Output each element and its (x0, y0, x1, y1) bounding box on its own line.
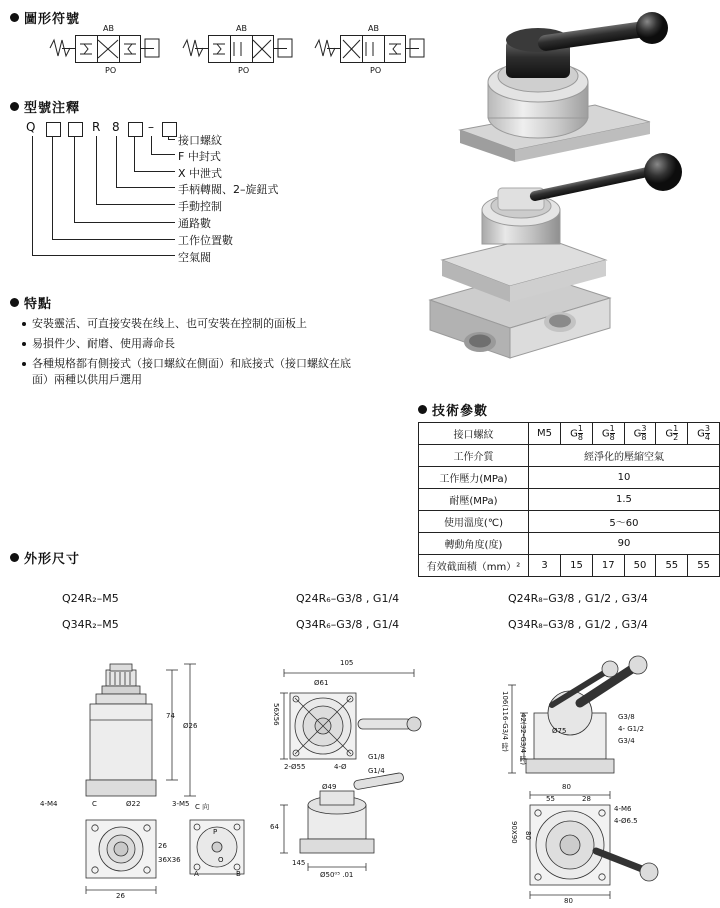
table-row (419, 533, 720, 555)
dim-label: Ø22 (126, 800, 141, 808)
model-code-legend-6: 工作位置數 (178, 234, 233, 247)
dim-label: 2-Ø55 (284, 763, 306, 771)
spring-icon (181, 35, 207, 61)
model-code-field-2 (68, 122, 83, 137)
model-code-field-3: R (92, 120, 101, 134)
dim-label: G3/4 (618, 737, 635, 745)
feature-item: 易損件少、耐磨、使用壽命長 (22, 336, 352, 352)
model-code-field-7 (162, 122, 177, 137)
row-value: 15 (561, 555, 593, 577)
photo-bottom-valve (430, 153, 682, 358)
row-value: 50 (624, 555, 656, 577)
row-value: 5～60 (528, 511, 719, 533)
feature-item: 安裝靈活、可直接安裝在线上、也可安裝在控制的面板上 (22, 316, 352, 332)
drawing-svg-1 (40, 660, 250, 900)
section-heading-model-code: 型號注釋 (10, 97, 80, 116)
table-row (419, 445, 720, 467)
table-row (419, 555, 720, 577)
dim-label: 74 (166, 712, 175, 720)
model-code-field-1 (46, 122, 61, 137)
end-cap-icon (143, 35, 165, 61)
cell-thread-5: G $\frac{1}{2}$ (656, 423, 688, 445)
symbol-body (208, 35, 274, 63)
row-label: 耐壓(MPa) (419, 489, 529, 511)
model-code-field-0: Q (26, 120, 36, 134)
dimension-drawing-3 (492, 655, 712, 905)
dimension-group-title-1a: Q24R₂–M5 (62, 592, 119, 605)
table-row (419, 511, 720, 533)
symbol-glyph-icon (209, 36, 273, 62)
model-code-field-5 (128, 122, 143, 137)
dim-label: 64 (270, 823, 279, 831)
cell-thread-2: G $\frac{1}{8}$ (561, 423, 593, 445)
row-value: 3 (528, 555, 560, 577)
dim-label: 28 (582, 795, 591, 803)
bullet-icon (418, 405, 427, 414)
dim-label: C (92, 800, 97, 808)
model-code-field-4: 8 (112, 120, 120, 134)
dim-label: 80 (562, 783, 571, 791)
dimension-drawing-1 (40, 660, 250, 900)
bullet-icon (10, 102, 19, 111)
section-heading-tech-params: 技術參數 (418, 400, 488, 419)
product-photos (420, 10, 710, 370)
dim-label: 4-Ø6.5 (614, 817, 638, 825)
model-code-legend-4: 手動控制 (178, 200, 222, 213)
photo-top-valve (460, 12, 668, 162)
dim-label: B (236, 870, 241, 878)
model-code-diagram (14, 120, 364, 270)
row-label: 有效截面積（mm）² (419, 555, 529, 577)
dim-label: Ø50⁰⁵ .01 (320, 871, 354, 879)
row-value: 55 (656, 555, 688, 577)
section-heading-symbols: 圖形符號 (10, 8, 80, 27)
row-value: 經淨化的壓縮空氣 (528, 445, 719, 467)
row-label: 轉動角度(度) (419, 533, 529, 555)
symbol-label-po: PO (105, 66, 117, 75)
cell-thread-1: M5 (528, 423, 560, 445)
dim-label: G1/8 (368, 753, 385, 761)
row-label: 接口螺紋 (419, 423, 529, 445)
model-code-field-6: – (148, 120, 154, 134)
spring-icon (313, 35, 339, 61)
dim-label: G1/4 (368, 767, 385, 775)
dimension-drawing-2 (262, 655, 462, 900)
dim-label: 42(32-G3/4 時) (519, 713, 527, 765)
row-value: 10 (528, 467, 719, 489)
dim-label: G3/8 (618, 713, 635, 721)
dim-label: 26 (158, 842, 167, 850)
dim-label: 80 (564, 897, 573, 905)
symbol-diagram-3 (340, 24, 406, 75)
symbol-glyph-icon (341, 36, 405, 62)
dim-label: 4-M6 (614, 805, 632, 813)
symbol-diagram-2 (208, 24, 274, 75)
model-code-legend-5: 通路數 (178, 217, 211, 230)
product-photo-svg (420, 10, 710, 370)
end-cap-icon (276, 35, 298, 61)
symbol-glyph-icon (76, 36, 140, 62)
dim-label: A (194, 870, 199, 878)
row-label: 使用溫度(℃) (419, 511, 529, 533)
model-code-legend-7: 空氣閥 (178, 251, 211, 264)
dim-label: 106(116-G3/4 時) (501, 691, 509, 752)
bullet-icon (10, 298, 19, 307)
dimension-group-title-2b: Q34R₆–G3/8 , G1/4 (296, 618, 400, 631)
dim-label: 4- G1/2 (618, 725, 644, 733)
symbol-label-ab: AB (236, 24, 247, 33)
model-code-legend-0: 接口螺紋 (178, 134, 222, 147)
table-row (419, 467, 720, 489)
section-heading-features: 特點 (10, 293, 52, 312)
row-value: 55 (688, 555, 720, 577)
dimension-group-title-1b: Q34R₂–M5 (62, 618, 119, 631)
dim-label: 4-Ø (334, 763, 347, 771)
dim-label: P (213, 828, 218, 836)
dimension-group-title-3a: Q24R₈–G3/8 , G1/2 , G3/4 (508, 592, 648, 605)
bullet-icon (10, 13, 19, 22)
dimension-group-title-3b: Q34R₈–G3/8 , G1/2 , G3/4 (508, 618, 648, 631)
dim-label: 3-M5 (172, 800, 190, 808)
dim-label: 4-M4 (40, 800, 58, 808)
symbol-label-ab: AB (368, 24, 379, 33)
tech-params-table-wrap (418, 422, 720, 577)
dim-label: 80 (524, 831, 532, 840)
symbol-label-po: PO (238, 66, 250, 75)
model-code-legend-3: 手柄轉閥、2–旋鈕式 (178, 183, 279, 196)
spring-icon (48, 35, 74, 61)
symbol-label-ab: AB (103, 24, 114, 33)
dim-label: O (218, 856, 224, 864)
symbol-body (340, 35, 406, 63)
symbol-label-po: PO (370, 66, 382, 75)
table-row (419, 489, 720, 511)
dim-label: 90X90 (510, 821, 518, 844)
features-list (22, 316, 352, 392)
model-code-legend-2: X 中泄式 (178, 167, 223, 180)
dim-label: Ø26 (183, 722, 198, 730)
bullet-icon (10, 553, 19, 562)
dim-label: 105 (340, 659, 354, 667)
dim-label: 26 (116, 892, 125, 900)
row-value: 90 (528, 533, 719, 555)
tech-params-table (418, 422, 720, 577)
dim-label: 36X36 (158, 856, 181, 864)
row-value: 1.5 (528, 489, 719, 511)
dim-label: Ø75 (552, 727, 567, 735)
dimension-group-title-2a: Q24R₆–G3/8 , G1/4 (296, 592, 400, 605)
row-label: 工作壓力(MPa) (419, 467, 529, 489)
symbol-diagram-1 (75, 24, 141, 75)
row-value: 17 (592, 555, 624, 577)
dim-label: 56X56 (272, 703, 280, 726)
dim-label: Ø61 (314, 679, 329, 687)
cell-thread-4: G $\frac{3}{8}$ (624, 423, 656, 445)
dim-label: Ø49 (322, 783, 337, 791)
drawing-svg-3 (492, 655, 712, 900)
cell-thread-6: G $\frac{3}{4}$ (688, 423, 720, 445)
table-row (419, 423, 720, 445)
section-heading-dimensions: 外形尺寸 (10, 548, 80, 567)
dim-label: C 向 (195, 803, 210, 811)
feature-item: 各種規格都有側接式（接口螺紋在側面）和底接式（接口螺紋在底面）兩種以供用戶選用 (22, 356, 352, 388)
cell-thread-3: G $\frac{1}{8}$ (592, 423, 624, 445)
dim-label: 55 (546, 795, 555, 803)
model-code-legend-1: F 中封式 (178, 150, 221, 163)
row-label: 工作介質 (419, 445, 529, 467)
symbol-body (75, 35, 141, 63)
dim-label: 145 (292, 859, 306, 867)
